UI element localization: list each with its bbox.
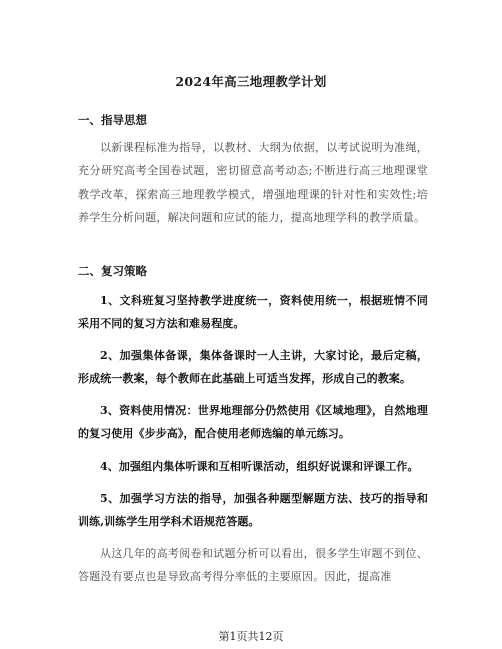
strategy-item-1: 1、文科班复习坚持教学进度统一，资料使用统一，根据班情不同采用不同的复习方法和难易程度。	[78, 294, 428, 331]
strategy-item-5: 5、加强学习方法的指导，加强各种题型解题方法、技巧的指导和训练,训练学生用学科术语规范答题。	[78, 492, 428, 529]
section-heading-guiding-ideology: 一、指导思想	[78, 113, 147, 127]
trailing-paragraph: 从这几年的高考阅卷和试题分析可以看出，很多学生审题不到位、答题没有要点也是导致高考得分率低的主要原因。因此，提高准	[78, 547, 428, 584]
section-heading-review-strategy: 二、复习策略	[78, 264, 147, 278]
guiding-ideology-paragraph: 以新课程标准为指导，以教材、大纲为依据，以考试说明为准绳，充分研究高考全国卷试题，密切留意高考动态;不断进行高三地理课堂教学改革，探索高三地理教学模式，增强地理课的针对性和实效性;培养学生分析问题，解决问题和应试的能力，提高地理学科的教学质量。	[78, 141, 428, 224]
strategy-item-2: 2、加强集体备课，集体备课时一人主讲，大家讨论，最后定稿，形成统一教案，每个教师在此基础上可适当发挥，形成自己的教案。	[78, 349, 428, 386]
strategy-item-4: 4、加强组内集体听课和互相听课活动，组织好说课和评课工作。	[100, 460, 419, 473]
strategy-item-3: 3、资料使用情况：世界地理部分仍然使用《区域地理》，自然地理的复习使用《步步高》，配合使用老师选编的单元练习。	[78, 404, 428, 441]
page-number-footer: 第1页共12页	[218, 630, 284, 643]
document-title: 2024年高三地理教学计划	[175, 74, 327, 89]
